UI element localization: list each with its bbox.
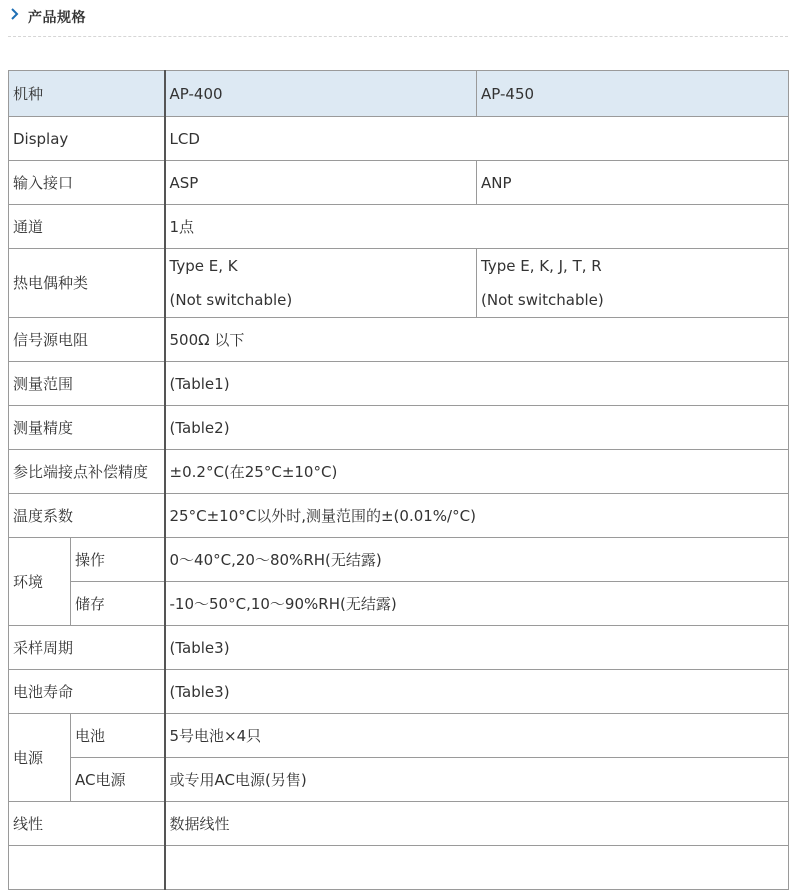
- row-value-b: [477, 249, 789, 318]
- row-label: 线性: [9, 802, 165, 846]
- row-value: LCD: [165, 117, 789, 161]
- row-label: 采样周期: [9, 626, 165, 670]
- row-label: 输入接口: [9, 161, 165, 205]
- row-label: [9, 846, 165, 890]
- table-header-row: [9, 71, 789, 117]
- row-value: (Table3): [165, 626, 789, 670]
- section-title: 产品规格: [28, 10, 86, 26]
- table-row: [9, 670, 789, 714]
- header-label-cell: 机种: [9, 71, 165, 117]
- row-value: 0～40°C,20～80%RH(无结露): [165, 538, 789, 582]
- row-value: 数据线性: [165, 802, 789, 846]
- row-group-label: 电源: [9, 714, 71, 802]
- table-row: [9, 249, 789, 318]
- row-label: 信号源电阻: [9, 318, 165, 362]
- table-row: [9, 362, 789, 406]
- row-sub-label: 储存: [71, 582, 165, 626]
- header-model-b: AP-450: [477, 71, 789, 117]
- row-value: 5号电池×4只: [165, 714, 789, 758]
- table-row: [9, 758, 789, 802]
- row-value: (Table2): [165, 406, 789, 450]
- row-sub-label: AC电源: [71, 758, 165, 802]
- table-row: [9, 450, 789, 494]
- row-label: 电池寿命: [9, 670, 165, 714]
- value-line: (Not switchable): [169, 291, 293, 309]
- table-row: [9, 494, 789, 538]
- row-value: 500Ω 以下: [165, 318, 789, 362]
- header-model-a: AP-400: [165, 71, 477, 117]
- table-row-cutoff: [9, 846, 789, 890]
- chevron-right-icon: [10, 8, 20, 20]
- table-row: [9, 582, 789, 626]
- row-value-a: [165, 249, 477, 318]
- row-sub-label: 电池: [71, 714, 165, 758]
- row-label: 参比端接点补偿精度: [9, 450, 165, 494]
- row-label: 热电偶种类: [9, 249, 165, 318]
- value-line: (Not switchable): [481, 291, 604, 309]
- section-header: [8, 0, 788, 37]
- table-row: [9, 538, 789, 582]
- row-label: 测量范围: [9, 362, 165, 406]
- row-label: 测量精度: [9, 406, 165, 450]
- table-row: [9, 626, 789, 670]
- table-row: [9, 802, 789, 846]
- row-label: 温度系数: [9, 494, 165, 538]
- row-value-b: ANP: [477, 161, 789, 205]
- row-value: -10～50°C,10～90%RH(无结露): [165, 582, 789, 626]
- row-value: [165, 846, 789, 890]
- table-row: [9, 318, 789, 362]
- row-value-a: ASP: [165, 161, 477, 205]
- table-row: [9, 117, 789, 161]
- spec-table: [8, 70, 789, 890]
- row-value: 或专用AC电源(另售): [165, 758, 789, 802]
- row-value: (Table3): [165, 670, 789, 714]
- row-value: 25°C±10°C以外时,测量范围的±(0.01%/°C): [165, 494, 789, 538]
- row-value: 1点: [165, 205, 789, 249]
- row-value: (Table1): [165, 362, 789, 406]
- table-row: [9, 406, 789, 450]
- value-line: Type E, K: [169, 257, 238, 275]
- row-label: 通道: [9, 205, 165, 249]
- row-value: ±0.2°C(在25°C±10°C): [165, 450, 789, 494]
- table-row: [9, 161, 789, 205]
- table-row: [9, 714, 789, 758]
- value-line: Type E, K, J, T, R: [481, 257, 602, 275]
- table-row: [9, 205, 789, 249]
- row-label: Display: [9, 117, 165, 161]
- row-sub-label: 操作: [71, 538, 165, 582]
- row-group-label: 环境: [9, 538, 71, 626]
